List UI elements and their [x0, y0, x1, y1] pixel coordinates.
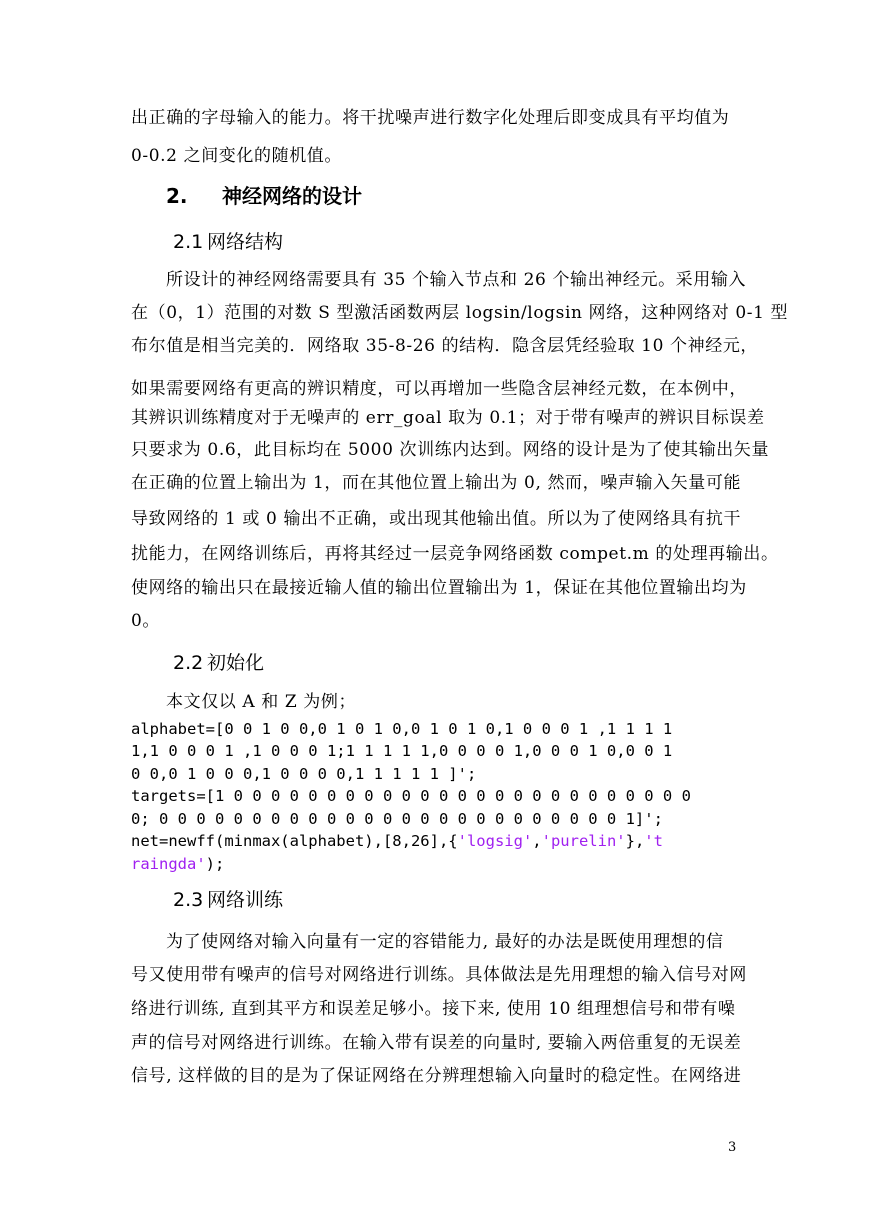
intro-line-1: 出正确的字母输入的能力。将干扰噪声进行数字化处理后即变成具有平均值为: [131, 108, 730, 128]
subsection-number: 2.1: [173, 231, 204, 253]
paragraph-line: 信号, 这样做的目的是为了保证网络在分辨理想输入向量时的稳定性。在网络进: [131, 1066, 742, 1086]
subsection-title: 网络训练: [207, 889, 284, 911]
paragraph-line: 号又使用带有噪声的信号对网络进行训练。具体做法是先用理想的输入信号对网: [131, 965, 747, 985]
code-string: 'logsig': [457, 832, 533, 850]
paragraph-line: 声的信号对网络进行训练。在输入带有误差的向量时, 要输入两倍重复的无误差: [131, 1033, 742, 1053]
code-line: targets=[1 0 0 0 0 0 0 0 0 0 0 0 0 0 0 0 0 0 0 0 0 0 0 0 0 0: [131, 787, 691, 805]
paragraph-line: 在正确的位置上输出为 1，而在其他位置上输出为 0, 然而，噪声输入矢量可能: [131, 473, 742, 493]
code-text: },: [625, 832, 645, 850]
paragraph-line: 在（0，1）范围的对数 S 型激活函数两层 logsin/logsin 网络，这种网络对 0-1 型: [131, 303, 789, 323]
code-text: net=newff(minmax(alphabet),[8,26],{: [131, 832, 458, 850]
paragraph-line: 扰能力，在网络训练后，再将其经过一层竞争网络函数 compet.m 的处理再输出。: [131, 544, 779, 564]
code-text: );: [205, 855, 225, 873]
page-number: 3: [728, 1140, 737, 1155]
paragraph-line: 布尔值是相当完美的．网络取 35-8-26 的结构．隐含层凭经验取 10 个神经元，: [131, 336, 759, 356]
subsection-number: 2.2: [173, 652, 204, 674]
paragraph-line: 如果需要网络有更高的辨识精度，可以再增加一些隐含层神经元数，在本例中，: [131, 379, 747, 399]
paragraph-line: 导致网络的 1 或 0 输出不正确，或出现其他输出值。所以为了使网络具有抗干: [131, 509, 742, 529]
code-line: 0 0,0 1 0 0 0,1 0 0 0 0,1 1 1 1 1 ]';: [131, 765, 477, 783]
subsection-heading-2-1: [173, 229, 283, 255]
paragraph-line: 为了使网络对输入向量有一定的容错能力, 最好的办法是既使用理想的信: [166, 932, 724, 952]
code-string: 't: [644, 832, 663, 850]
code-line: [131, 830, 746, 852]
section-title: 神经网络的设计: [222, 184, 362, 208]
code-line: alphabet=[0 0 1 0 0,0 1 0 1 0,0 1 0 1 0,1 0 0 0 1 ,1 1 1 1: [131, 720, 673, 738]
paragraph-line: 0。: [131, 611, 161, 631]
paragraph-line: 络进行训练, 直到其平方和误差足够小。接下来, 使用 10 组理想信号和带有噪: [131, 999, 736, 1019]
code-string: 'purelin': [541, 832, 626, 850]
section-heading-2: [166, 183, 362, 209]
subsection-title: 初始化: [207, 652, 265, 674]
code-line: 0; 0 0 0 0 0 0 0 0 0 0 0 0 0 0 0 0 0 0 0 0 0 0 0 0 0 1]';: [131, 810, 663, 828]
intro-line-2: 0-0.2 之间变化的随机值。: [131, 146, 342, 166]
paragraph-line: 其辨识训练精度对于无噪声的 err_goal 取为 0.1；对于带有噪声的辨识目标误差: [131, 408, 765, 428]
section-number: 2.: [166, 184, 188, 208]
paragraph-line: 所设计的神经网络需要具有 35 个输入节点和 26 个输出神经元。采用输入: [166, 270, 747, 290]
paragraph-line: 只要求为 0.6，此目标均在 5000 次训练内达到。网络的设计是为了使其输出矢量: [131, 440, 770, 460]
paragraph-line: 本文仅以 A 和 Z 为例；: [166, 692, 357, 712]
code-string: raingda': [131, 855, 206, 873]
code-line: [131, 853, 746, 875]
code-text: ,: [532, 832, 542, 850]
subsection-heading-2-2: [173, 650, 264, 676]
subsection-number: 2.3: [173, 889, 204, 911]
subsection-heading-2-3: [173, 887, 283, 913]
subsection-title: 网络结构: [207, 231, 284, 253]
code-line: 1,1 0 0 0 1 ,1 0 0 0 1;1 1 1 1 1,0 0 0 0 1,0 0 0 1 0,0 0 1: [131, 742, 673, 760]
paragraph-line: 使网络的输出只在最接近输人值的输出位置输出为 1，保证在其他位置输出均为: [131, 578, 747, 598]
